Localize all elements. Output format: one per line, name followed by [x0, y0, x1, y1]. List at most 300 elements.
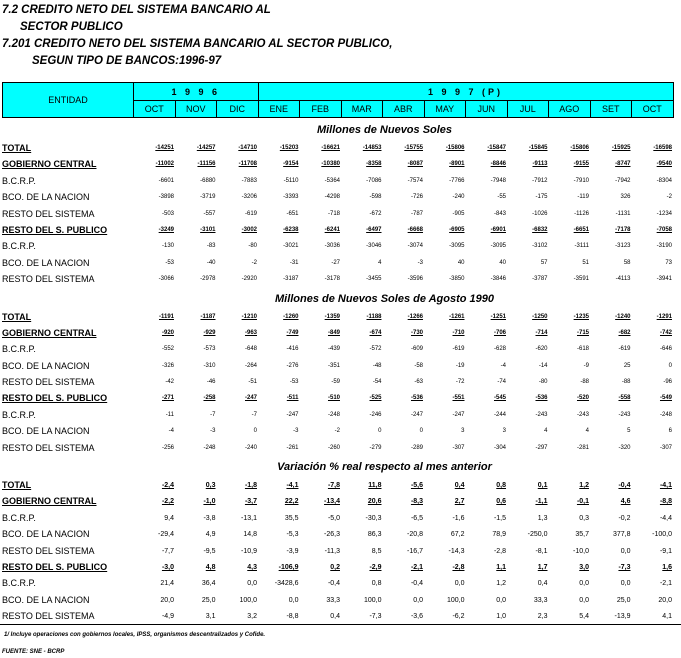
- cell-value: -0,4: [618, 482, 631, 490]
- cell-value: -3,8: [203, 514, 216, 522]
- cell-value: 5,4: [579, 613, 589, 621]
- year-1996-header: 1 9 9 6: [134, 83, 259, 101]
- cell-value: -16,7: [407, 547, 423, 555]
- table-row: [0, 494, 681, 510]
- cell-value: 0,4: [330, 613, 340, 621]
- cell-value: -3,9: [286, 547, 299, 555]
- cell-value: -14: [538, 362, 548, 369]
- cell-value: -730: [410, 329, 423, 336]
- table-row: [0, 441, 681, 457]
- cell-value: -1026: [532, 210, 548, 217]
- cell-value: -15847: [487, 145, 506, 151]
- section-title: Variación % real respecto al mes anterior: [277, 461, 492, 474]
- cell-value: -247: [410, 411, 423, 418]
- table-row: [0, 256, 681, 272]
- cell-value: -10380: [321, 161, 340, 168]
- month-header: ENE: [258, 101, 300, 118]
- cell-value: -718: [327, 210, 340, 217]
- cell-value: 25,0: [201, 596, 216, 604]
- cell-value: 0: [419, 428, 423, 435]
- cell-value: -6651: [573, 226, 589, 233]
- cell-value: -2: [666, 194, 672, 201]
- row-label: RESTO DEL S. PUBLICO: [2, 224, 108, 235]
- cell-value: -304: [493, 444, 506, 451]
- cell-value: 0,0: [247, 580, 257, 588]
- cell-value: -243: [618, 411, 631, 418]
- cell-value: -48: [372, 362, 382, 369]
- entity-header: ENTIDAD: [3, 83, 134, 118]
- cell-value: -106,9: [278, 563, 299, 571]
- cell-value: -3,6: [410, 613, 423, 621]
- cell-value: -1,1: [535, 498, 548, 506]
- cell-value: -7948: [490, 177, 506, 184]
- cell-value: -1187: [200, 313, 216, 320]
- cell-value: -19: [455, 362, 465, 369]
- cell-value: -628: [493, 346, 506, 353]
- cell-value: -307: [452, 444, 465, 451]
- cell-value: -6241: [324, 226, 340, 233]
- cell-value: -1131: [615, 210, 631, 217]
- cell-value: -7058: [656, 226, 672, 233]
- cell-value: 1,7: [537, 563, 548, 571]
- cell-value: -545: [493, 395, 506, 402]
- cell-value: 57: [540, 259, 548, 266]
- table-row: [0, 424, 681, 440]
- cell-value: -963: [244, 329, 257, 336]
- cell-value: -558: [618, 395, 631, 402]
- month-header: OCT: [134, 101, 176, 118]
- cell-value: -3719: [200, 194, 216, 201]
- table-row: [0, 478, 681, 494]
- cell-value: 0,0: [620, 547, 631, 555]
- cell-value: 40: [457, 259, 465, 266]
- row-label: RESTO DEL S. PUBLICO: [2, 561, 108, 572]
- table-row: [0, 239, 681, 255]
- cell-value: -1,6: [452, 514, 465, 522]
- cell-value: -240: [244, 444, 257, 451]
- cell-value: -0,2: [618, 514, 631, 522]
- cell-value: -3123: [615, 243, 631, 250]
- cell-value: -3428,6: [274, 580, 299, 588]
- table-row: [0, 527, 681, 543]
- cell-value: -320: [618, 444, 631, 451]
- cell-value: -46: [206, 379, 216, 386]
- table-row: [0, 141, 681, 157]
- cell-value: 2,7: [454, 498, 465, 506]
- cell-value: -609: [410, 346, 423, 353]
- cell-value: -260: [327, 444, 340, 451]
- cell-value: -1291: [656, 313, 672, 320]
- column-header: [2, 82, 674, 118]
- cell-value: -7,8: [327, 482, 340, 490]
- cell-value: -16621: [321, 145, 340, 151]
- cell-value: 377,8: [612, 531, 631, 539]
- cell-value: -3249: [158, 226, 174, 233]
- cell-value: -849: [327, 329, 340, 336]
- cell-value: -5,0: [327, 514, 340, 522]
- cell-value: 326: [620, 194, 631, 201]
- cell-value: -244: [493, 411, 506, 418]
- cell-value: -281: [576, 444, 589, 451]
- cell-value: -1234: [656, 210, 672, 217]
- cell-value: -3095: [449, 243, 465, 250]
- cell-value: -9,5: [203, 547, 216, 555]
- cell-value: -3,7: [244, 498, 257, 506]
- cell-value: -1250: [532, 313, 548, 320]
- cell-value: 0: [378, 428, 382, 435]
- cell-value: -4,1: [659, 482, 672, 490]
- cell-value: -11,3: [324, 547, 340, 555]
- cell-value: 14,8: [243, 531, 257, 539]
- cell-value: -289: [410, 444, 423, 451]
- cell-value: -310: [203, 362, 216, 369]
- cell-value: -549: [659, 395, 672, 402]
- cell-value: 40: [499, 259, 506, 266]
- cell-value: 4,9: [205, 531, 216, 539]
- cell-value: -6905: [449, 226, 465, 233]
- cell-value: -520: [576, 395, 589, 402]
- section-title: Millones de Nuevos Soles de Agosto 1990: [274, 292, 495, 305]
- cell-value: -651: [286, 210, 299, 217]
- cell-value: -787: [410, 210, 423, 217]
- cell-value: -503: [161, 210, 174, 217]
- cell-value: -5,6: [410, 482, 423, 490]
- cell-value: -8,8: [659, 498, 672, 506]
- title-line-2: SECTOR PUBLICO: [20, 21, 123, 33]
- section: [0, 120, 681, 289]
- month-header: JUL: [507, 101, 549, 118]
- cell-value: -326: [161, 362, 174, 369]
- cell-value: -7574: [407, 177, 423, 184]
- cell-value: -83: [206, 243, 216, 250]
- cell-value: 20,6: [367, 498, 382, 506]
- cell-value: -1260: [283, 313, 299, 320]
- cell-value: -6,2: [452, 613, 465, 621]
- cell-value: -3: [417, 259, 423, 266]
- table-row: [0, 408, 681, 424]
- cell-value: -1266: [407, 313, 423, 320]
- cell-value: -749: [286, 329, 299, 336]
- cell-value: -11002: [155, 161, 174, 168]
- cell-value: -3: [293, 428, 299, 435]
- cell-value: -551: [452, 395, 465, 402]
- cell-value: -710: [452, 329, 465, 336]
- cell-value: -1210: [241, 313, 257, 320]
- cell-value: -175: [535, 194, 548, 201]
- cell-value: -271: [161, 395, 174, 402]
- cell-value: -30,3: [365, 514, 382, 522]
- cell-value: -256: [161, 444, 174, 451]
- cell-value: 9,4: [164, 514, 174, 522]
- cell-value: -3036: [324, 243, 340, 250]
- section: [0, 457, 681, 626]
- cell-value: 0,6: [496, 498, 506, 506]
- row-label: RESTO DEL SISTEMA: [2, 208, 95, 219]
- cell-value: -619: [244, 210, 257, 217]
- cell-value: -248: [327, 411, 340, 418]
- cell-value: -3046: [366, 243, 382, 250]
- cell-value: -4,9: [161, 613, 174, 621]
- cell-value: 100,0: [446, 596, 465, 604]
- cell-value: -80: [248, 243, 257, 250]
- cell-value: 3: [461, 428, 465, 435]
- cell-value: -1,0: [203, 498, 216, 506]
- cell-value: -1235: [573, 313, 589, 320]
- cell-value: -2,4: [161, 482, 174, 490]
- cell-value: -240: [452, 194, 465, 201]
- cell-value: -742: [659, 329, 672, 336]
- cell-value: 20,0: [658, 596, 672, 604]
- cell-value: -15806: [570, 145, 589, 151]
- cell-value: -13,4: [324, 498, 340, 506]
- cell-value: -11: [165, 411, 174, 418]
- cell-value: -351: [327, 362, 340, 369]
- cell-value: 35,5: [284, 514, 299, 522]
- cell-value: -4113: [615, 276, 631, 283]
- cell-value: -258: [203, 395, 216, 402]
- cell-value: -1240: [615, 313, 631, 320]
- cell-value: -618: [576, 346, 589, 353]
- cell-value: -1,8: [244, 482, 257, 490]
- cell-value: -8,1: [535, 547, 548, 555]
- cell-value: -8,3: [410, 498, 423, 506]
- cell-value: 78,9: [492, 531, 506, 539]
- cell-value: -8901: [449, 161, 465, 168]
- cell-value: 1,0: [496, 613, 506, 621]
- title-block: [2, 2, 392, 70]
- cell-value: -8304: [656, 177, 672, 184]
- cell-value: -72: [455, 379, 465, 386]
- row-label: RESTO DEL SISTEMA: [2, 274, 95, 285]
- cell-value: -7910: [573, 177, 589, 184]
- cell-value: 3,2: [247, 613, 257, 621]
- cell-value: -1261: [449, 313, 465, 320]
- cell-value: -29,4: [158, 531, 174, 539]
- cell-value: -843: [493, 210, 506, 217]
- cell-value: -8846: [490, 161, 506, 168]
- cell-value: 0,3: [579, 514, 589, 522]
- row-label: BCO. DE LA NACION: [2, 360, 90, 371]
- cell-value: -905: [452, 210, 465, 217]
- cell-value: -297: [535, 444, 548, 451]
- row-label: GOBIERNO CENTRAL: [2, 327, 97, 338]
- cell-value: -536: [410, 395, 423, 402]
- cell-value: -3850: [449, 276, 465, 283]
- footnote: 1/ Incluye operaciones con gobiernos locales, IPSS, organismos descentralizados y Cofide.: [4, 632, 266, 638]
- cell-value: -557: [203, 210, 216, 217]
- cell-value: -2: [251, 259, 257, 266]
- cell-value: 21,4: [160, 580, 174, 588]
- table-row: [0, 174, 681, 190]
- cell-value: -9154: [283, 161, 299, 168]
- cell-value: -9: [583, 362, 589, 369]
- cell-value: -7942: [615, 177, 631, 184]
- cell-value: -20,8: [407, 531, 423, 539]
- cell-value: 5: [627, 428, 631, 435]
- cell-value: -3,0: [161, 563, 174, 571]
- month-header: DIC: [217, 101, 259, 118]
- cell-value: -307: [659, 444, 672, 451]
- cell-value: -3898: [158, 194, 174, 201]
- table-row: [0, 157, 681, 173]
- cell-value: 25,0: [616, 596, 631, 604]
- cell-value: -4: [500, 362, 506, 369]
- row-label: B.C.R.P.: [2, 578, 36, 589]
- table-row: [0, 511, 681, 527]
- cell-value: -248: [203, 444, 216, 451]
- table-row: [0, 207, 681, 223]
- table-row: [0, 375, 681, 391]
- cell-value: -27: [331, 259, 340, 266]
- cell-value: 4: [585, 428, 589, 435]
- table-row: [0, 342, 681, 358]
- cell-value: -715: [576, 329, 589, 336]
- cell-value: -3187: [283, 276, 299, 283]
- cell-value: 22,2: [284, 498, 299, 506]
- cell-value: 4,3: [247, 563, 257, 571]
- cell-value: 1,6: [662, 563, 672, 571]
- cell-value: -59: [331, 379, 340, 386]
- cell-value: -3190: [656, 243, 672, 250]
- cell-value: 100,0: [363, 596, 382, 604]
- cell-value: 4,1: [662, 613, 672, 621]
- cell-value: -246: [369, 411, 382, 418]
- cell-value: 0,0: [288, 596, 299, 604]
- cell-value: -682: [618, 329, 631, 336]
- cell-value: -0,4: [327, 580, 340, 588]
- cell-value: 0,4: [537, 580, 548, 588]
- cell-value: -2: [334, 428, 340, 435]
- cell-value: -55: [497, 194, 506, 201]
- cell-value: -511: [286, 395, 299, 402]
- cell-value: -243: [535, 411, 548, 418]
- cell-value: -3596: [407, 276, 423, 283]
- cell-value: -100,0: [652, 531, 672, 539]
- cell-value: 4: [544, 428, 548, 435]
- cell-value: -279: [369, 444, 382, 451]
- row-label: BCO. DE LA NACION: [2, 594, 90, 605]
- cell-value: -26,3: [324, 531, 340, 539]
- cell-value: -3393: [283, 194, 299, 201]
- cell-value: -714: [535, 329, 548, 336]
- cell-value: 0: [668, 362, 672, 369]
- cell-value: -53: [289, 379, 299, 386]
- cell-value: -4298: [324, 194, 340, 201]
- cell-value: -6,5: [410, 514, 423, 522]
- cell-value: 0,0: [413, 596, 423, 604]
- cell-value: 4,8: [205, 563, 216, 571]
- cell-value: -15925: [611, 145, 631, 151]
- cell-value: -247: [452, 411, 465, 418]
- table-row: [0, 223, 681, 239]
- cell-value: 0,8: [371, 580, 382, 588]
- cell-value: -53: [165, 259, 174, 266]
- month-header: AGO: [549, 101, 591, 118]
- cell-value: 0,0: [454, 580, 465, 588]
- cell-value: -3591: [573, 276, 589, 283]
- cell-value: -14257: [196, 145, 216, 151]
- cell-value: 58: [623, 259, 631, 266]
- cell-value: 3,0: [579, 563, 589, 571]
- row-label: GOBIERNO CENTRAL: [2, 496, 97, 507]
- cell-value: -42: [165, 379, 174, 386]
- month-header: FEB: [300, 101, 342, 118]
- cell-value: 0,0: [579, 596, 589, 604]
- cell-value: -6601: [158, 177, 174, 184]
- cell-value: -7: [210, 411, 216, 418]
- table-row: [0, 326, 681, 342]
- cell-value: 0: [253, 428, 257, 435]
- cell-value: -261: [286, 444, 299, 451]
- cell-value: -7,3: [618, 563, 631, 571]
- cell-value: -13,9: [614, 613, 631, 621]
- cell-value: -63: [414, 379, 423, 386]
- source-note: FUENTE: SNE - BCRP: [2, 649, 65, 655]
- cell-value: -74: [497, 379, 506, 386]
- cell-value: 25: [623, 362, 631, 369]
- cell-value: -7,3: [369, 613, 382, 621]
- table-row: [0, 560, 681, 576]
- cell-value: 1,2: [579, 482, 589, 490]
- cell-value: -7883: [241, 177, 257, 184]
- cell-value: -648: [244, 346, 257, 353]
- cell-value: -80: [538, 379, 548, 386]
- cell-value: 3: [502, 428, 506, 435]
- cell-value: -4,4: [659, 514, 672, 522]
- cell-value: -10,0: [573, 547, 589, 555]
- cell-value: -1251: [490, 313, 506, 320]
- cell-value: -14853: [362, 145, 382, 151]
- row-label: GOBIERNO CENTRAL: [2, 159, 97, 170]
- cell-value: 11,8: [368, 482, 382, 490]
- cell-value: -2,1: [410, 563, 423, 571]
- cell-value: 0,1: [537, 482, 548, 490]
- month-header: OCT: [632, 101, 674, 118]
- cell-value: -3002: [241, 226, 257, 233]
- cell-value: -619: [618, 346, 631, 353]
- cell-value: -9113: [532, 161, 548, 168]
- cell-value: 86,3: [367, 531, 382, 539]
- cell-value: 73: [665, 259, 672, 266]
- table-row: [0, 272, 681, 288]
- row-label: TOTAL: [2, 480, 32, 491]
- cell-value: -3074: [407, 243, 423, 250]
- table-row: [0, 359, 681, 375]
- cell-value: 0,0: [496, 596, 506, 604]
- cell-value: 1,2: [496, 580, 506, 588]
- cell-value: -1126: [574, 210, 589, 217]
- cell-value: -572: [369, 346, 382, 353]
- row-label: B.C.R.P.: [2, 175, 36, 186]
- cell-value: -14710: [238, 145, 257, 151]
- cell-value: -7178: [615, 226, 631, 233]
- cell-value: -2,8: [452, 563, 465, 571]
- cell-value: 3,1: [205, 613, 216, 621]
- cell-value: -672: [369, 210, 382, 217]
- cell-value: 33,3: [326, 596, 340, 604]
- cell-value: -96: [663, 379, 672, 386]
- cell-value: -439: [327, 346, 340, 353]
- cell-value: -15845: [528, 145, 548, 151]
- cell-value: -929: [203, 329, 216, 336]
- cell-value: -15806: [445, 145, 465, 151]
- section: [0, 289, 681, 458]
- cell-value: -5364: [324, 177, 340, 184]
- cell-value: -3095: [490, 243, 506, 250]
- cell-value: -2,2: [161, 498, 174, 506]
- cell-value: -3846: [490, 276, 506, 283]
- cell-value: -250,0: [527, 531, 548, 539]
